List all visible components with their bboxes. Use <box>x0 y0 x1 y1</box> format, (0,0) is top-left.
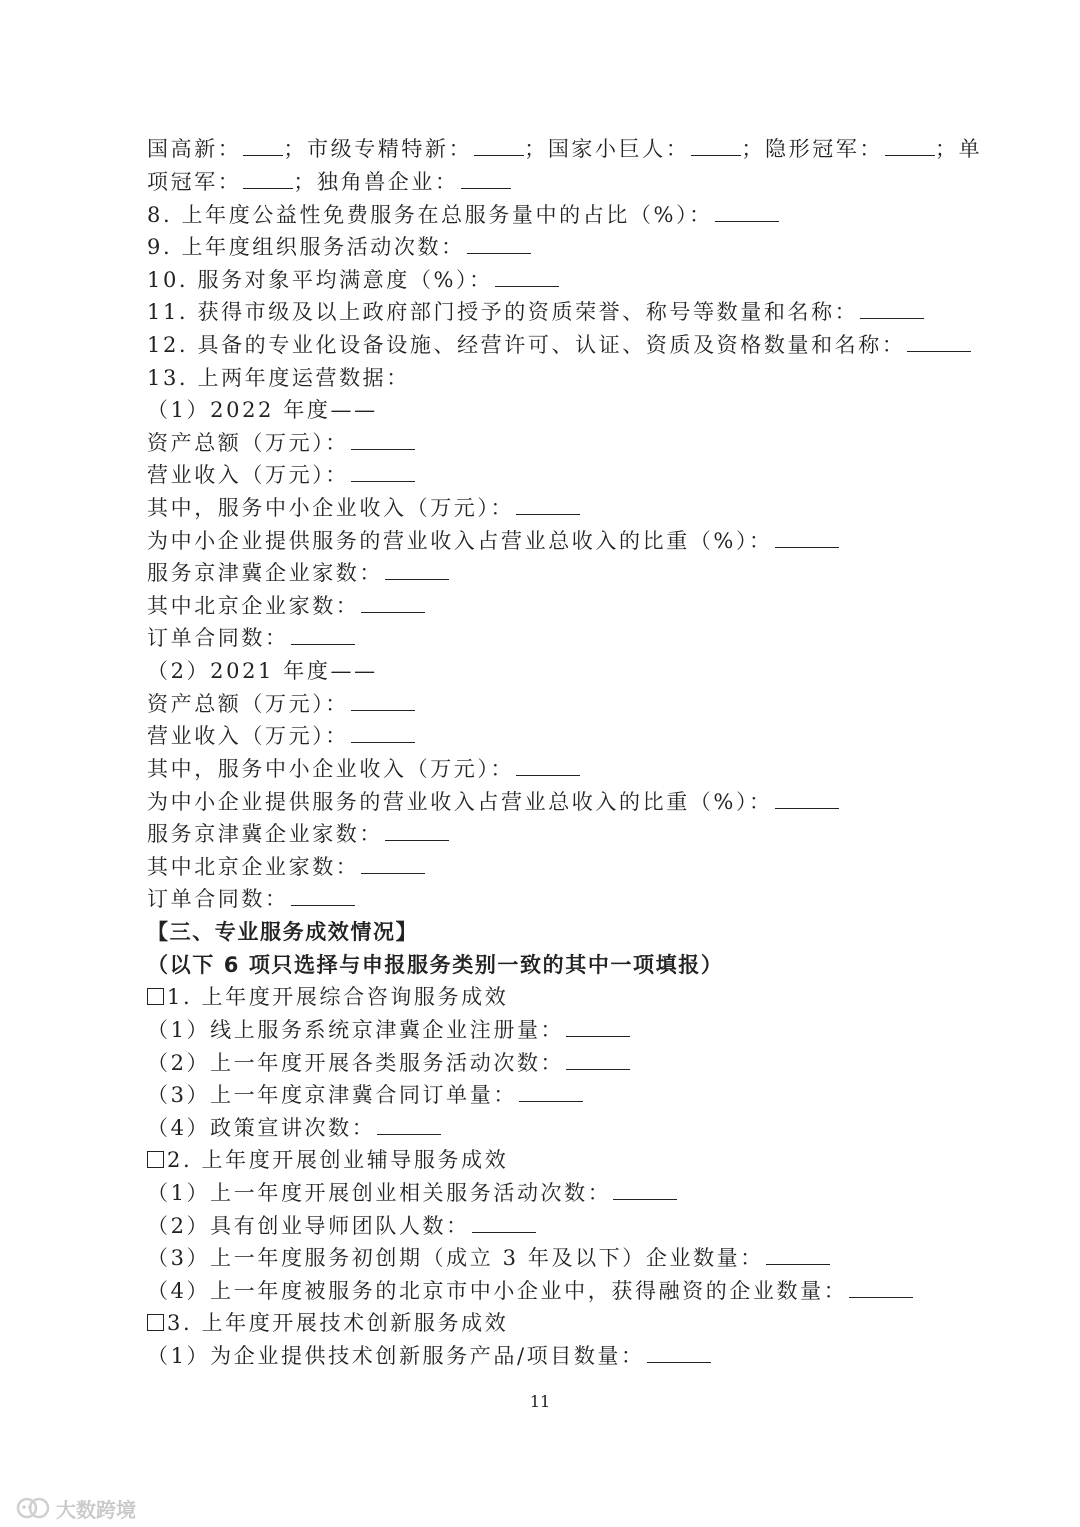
text-line: 11. 获得市级及以上政府部门授予的资质荣誉、称号等数量和名称： <box>147 296 924 328</box>
text-line: 10. 服务对象平均满意度（%）： <box>147 264 559 296</box>
fill-blank[interactable] <box>691 133 741 156</box>
fill-blank[interactable] <box>472 1210 536 1233</box>
section-heading: 【三、专业服务成效情况】 <box>147 920 419 944</box>
fill-blank[interactable] <box>385 557 449 580</box>
fill-blank[interactable] <box>613 1177 677 1200</box>
text-line: 其中，服务中小企业收入（万元）： <box>147 492 580 524</box>
fill-blank[interactable] <box>467 231 531 254</box>
fill-blank[interactable] <box>775 525 839 548</box>
text-line: 服务京津冀企业家数： <box>147 818 449 850</box>
text-line: （3）上一年度京津冀合同订单量： <box>147 1079 583 1111</box>
section-note: （以下 6 项只选择与申报服务类别一致的其中一项填报） <box>147 953 724 977</box>
fill-blank[interactable] <box>361 590 425 613</box>
text-line: 服务京津冀企业家数： <box>147 557 449 589</box>
text-line: 3. 上年度开展技术创新服务成效 <box>147 1307 508 1339</box>
fill-blank[interactable] <box>361 851 425 874</box>
fill-blank[interactable] <box>291 622 355 645</box>
text-line: 资产总额（万元）： <box>147 688 415 720</box>
checkbox[interactable] <box>147 1151 164 1168</box>
fill-blank[interactable] <box>519 1079 583 1102</box>
fill-blank[interactable] <box>377 1112 441 1135</box>
text-line: （2）上一年度开展各类服务活动次数： <box>147 1047 630 1079</box>
fill-blank[interactable] <box>291 883 355 906</box>
fill-blank[interactable] <box>516 492 580 515</box>
brand-logo-icon <box>16 1496 50 1520</box>
text-line: 订单合同数： <box>147 883 355 915</box>
text-line: 其中，服务中小企业收入（万元）： <box>147 753 580 785</box>
checkbox[interactable] <box>147 988 164 1005</box>
text-line: （3）上一年度服务初创期（成立 3 年及以下）企业数量： <box>147 1242 830 1274</box>
fill-blank[interactable] <box>385 818 449 841</box>
text-line: 营业收入（万元）： <box>147 720 415 752</box>
fill-blank[interactable] <box>647 1340 711 1363</box>
fill-blank[interactable] <box>516 753 580 776</box>
text-line: 营业收入（万元）： <box>147 459 415 491</box>
fill-blank[interactable] <box>860 296 924 319</box>
text-line: 国高新： ；市级专精特新： ；国家小巨人： ；隐形冠军： ；单 <box>147 133 982 165</box>
text-line: 12. 具备的专业化设备设施、经营许可、认证、资质及资格数量和名称： <box>147 329 971 361</box>
watermark-text: 大数跨境 <box>56 1497 136 1522</box>
text-line: 1. 上年度开展综合咨询服务成效 <box>147 981 508 1013</box>
fill-blank[interactable] <box>849 1275 913 1298</box>
text-line: （4）政策宣讲次数： <box>147 1112 441 1144</box>
text-line: 为中小企业提供服务的营业收入占营业总收入的比重（%）： <box>147 525 839 557</box>
fill-blank[interactable] <box>566 1014 630 1037</box>
fill-blank[interactable] <box>243 133 283 156</box>
fill-blank[interactable] <box>885 133 935 156</box>
fill-blank[interactable] <box>775 786 839 809</box>
fill-blank[interactable] <box>566 1047 630 1070</box>
fill-blank[interactable] <box>351 720 415 743</box>
text-line: 13. 上两年度运营数据： <box>147 366 410 390</box>
fill-blank[interactable] <box>474 133 524 156</box>
text-line: 项冠军： ；独角兽企业： <box>147 166 511 198</box>
watermark <box>16 1493 136 1523</box>
text-line: 9. 上年度组织服务活动次数： <box>147 231 531 263</box>
page-number: 11 <box>529 1392 551 1411</box>
text-line: （1）上一年度开展创业相关服务活动次数： <box>147 1177 677 1209</box>
fill-blank[interactable] <box>351 459 415 482</box>
text-line: 为中小企业提供服务的营业收入占营业总收入的比重（%）： <box>147 786 839 818</box>
text-line: （1）为企业提供技术创新服务产品/项目数量： <box>147 1340 711 1372</box>
fill-blank[interactable] <box>461 166 511 189</box>
fill-blank[interactable] <box>243 166 293 189</box>
checkbox[interactable] <box>147 1314 164 1331</box>
fill-blank[interactable] <box>351 427 415 450</box>
text-line: 其中北京企业家数： <box>147 590 425 622</box>
text-line: （1）线上服务系统京津冀企业注册量： <box>147 1014 630 1046</box>
fill-blank[interactable] <box>495 264 559 287</box>
text-line: 订单合同数： <box>147 622 355 654</box>
fill-blank[interactable] <box>715 199 779 222</box>
text-line: （2）2021 年度—— <box>147 659 378 683</box>
text-line: （2）具有创业导师团队人数： <box>147 1210 536 1242</box>
text-line: （1）2022 年度—— <box>147 398 378 422</box>
fill-blank[interactable] <box>351 688 415 711</box>
fill-blank[interactable] <box>766 1242 830 1265</box>
text-line: 其中北京企业家数： <box>147 851 425 883</box>
text-line: 8. 上年度公益性免费服务在总服务量中的占比（%）： <box>147 199 779 231</box>
text-line: 资产总额（万元）： <box>147 427 415 459</box>
text-line: （4）上一年度被服务的北京市中小企业中，获得融资的企业数量： <box>147 1275 913 1307</box>
fill-blank[interactable] <box>907 329 971 352</box>
text-line: 2. 上年度开展创业辅导服务成效 <box>147 1144 508 1176</box>
